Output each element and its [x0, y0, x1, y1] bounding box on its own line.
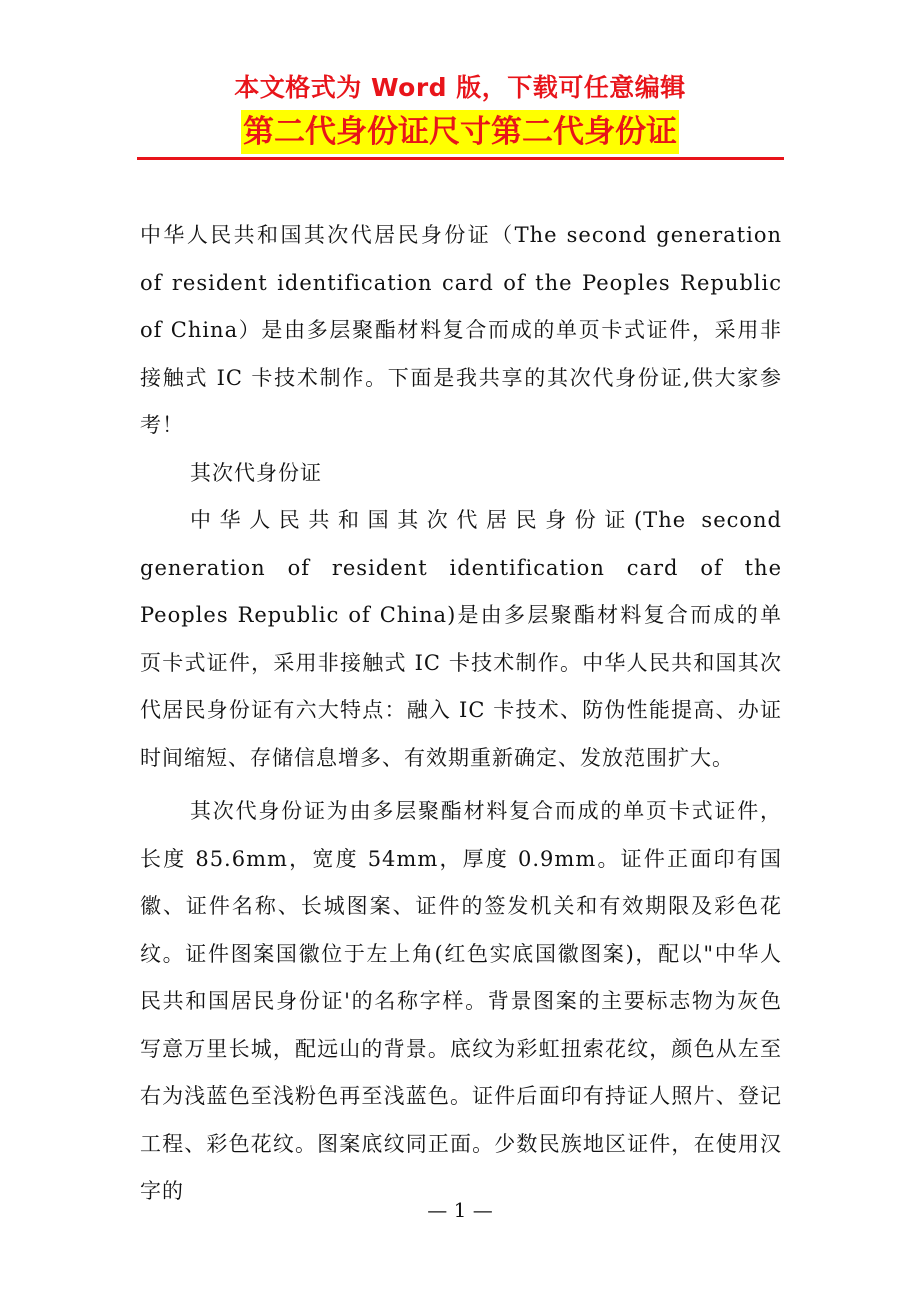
page-number: — 1 — — [427, 1198, 493, 1222]
document-title: 第二代身份证尺寸第二代身份证 — [241, 110, 679, 154]
title-underline-rule — [137, 157, 784, 160]
title-container — [0, 110, 920, 154]
features-paragraph: 中华人民共和国其次代居民身份证(The second generation of resident identification card of the Peoples Republic of China)是由多层聚酯材料复合而成的单页卡式证件，采用非接触式 IC 卡技术制作。中华人民共和国其次代居民身份证有六大特点：融入 IC 卡技术、防伪性能提高、办证时间缩短、存储信息增多、有效期重新确定、发放范围扩大。 — [140, 508, 782, 770]
document-body — [140, 212, 782, 1216]
format-notice-banner: 本文格式为 Word 版，下载可任意编辑 — [234, 73, 686, 102]
specification-paragraph: 其次代身份证为由多层聚酯材料复合而成的单页卡式证件，长度 85.6mm，宽度 54mm，厚度 0.9mm。证件正面印有国徽、证件名称、长城图案、证件的签发机关和有效期限及彩色花纹。证件图案国徽位于左上角(红色实底国徽图案)，配以"中华人民共和国居民身份证'的名称字样。背景图案的主要标志物为灰色写意万里长城，配远山的背景。底纹为彩虹扭索花纹，颜色从左至右为浅蓝色至浅粉色再至浅蓝色。证件后面印有持证人照片、登记工程、彩色花纹。图案底纹同正面。少数民族地区证件，在使用汉字的 — [140, 799, 782, 1203]
section-heading: 其次代身份证 — [190, 460, 322, 485]
intro-paragraph: 中华人民共和国其次代居民身份证（The second generation of resident identification card of the Peoples Republic of China）是由多层聚酯材料复合而成的单页卡式证件，采用非接触式 IC 卡技术制作。下面是我共享的其次代身份证,供大家参考！ — [140, 223, 782, 437]
